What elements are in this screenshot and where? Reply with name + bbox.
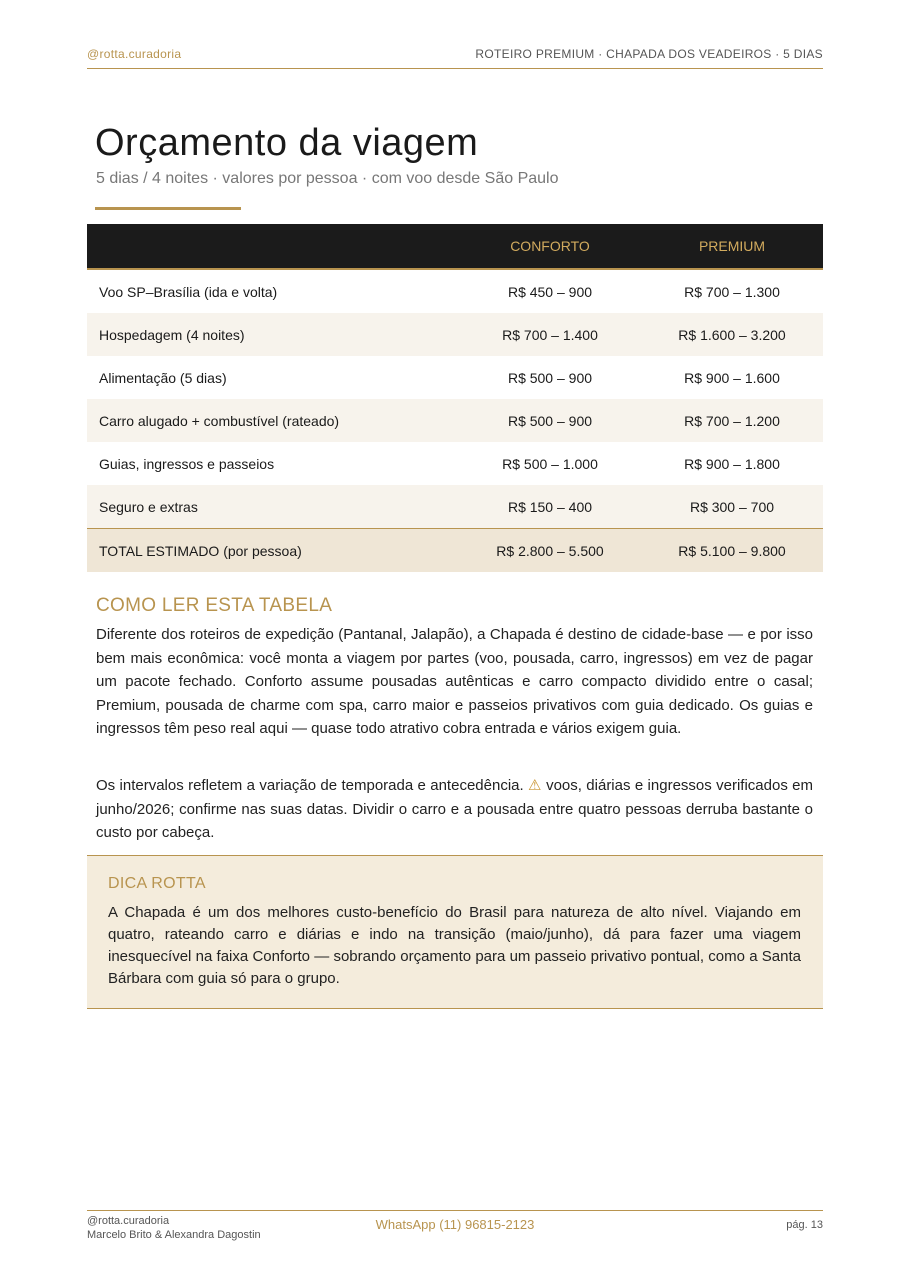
page-title: Orçamento da viagem <box>95 122 479 164</box>
row-premium: R$ 900 – 1.800 <box>684 455 780 472</box>
footer-brand: @rotta.curadoria <box>87 1215 170 1227</box>
table-header-row <box>87 224 823 269</box>
row-item: Carro alugado + combustível (rateado) <box>87 399 459 442</box>
row-premium: R$ 1.600 – 3.200 <box>641 313 823 356</box>
row-item: Voo SP–Brasília (ida e volta) <box>99 283 278 300</box>
row-item: Guias, ingressos e passeios <box>99 455 275 472</box>
table-row <box>87 485 823 529</box>
row-premium: R$ 300 – 700 <box>641 485 823 529</box>
how-to-read-paragraph-2 <box>96 774 813 845</box>
warning-icon: ⚠ <box>528 777 542 794</box>
page-footer <box>87 1210 823 1251</box>
column-header-conforto: CONFORTO <box>459 224 641 269</box>
footer-authors: Marcelo Brito & Alexandra Dagostin <box>87 1229 261 1241</box>
page-subtitle: 5 dias / 4 noites · valores por pessoa · com voo desde São Paulo <box>96 170 559 187</box>
row-conforto: R$ 500 – 900 <box>507 369 593 386</box>
total-premium: R$ 5.100 – 9.800 <box>641 529 823 573</box>
how-to-read-title: COMO LER ESTA TABELA <box>96 595 333 616</box>
row-item: Hospedagem (4 noites) <box>87 313 459 356</box>
column-header-premium: PREMIUM <box>641 224 823 269</box>
row-item: Seguro e extras <box>87 485 459 529</box>
total-conforto: R$ 2.800 – 5.500 <box>459 529 641 573</box>
title-underline <box>95 207 241 210</box>
page-header <box>87 44 823 69</box>
table-row <box>87 313 823 356</box>
table-row <box>87 269 823 313</box>
header-brand: @rotta.curadoria <box>87 47 182 61</box>
table-row <box>87 442 823 485</box>
page-number: pág. 13 <box>786 1219 823 1231</box>
row-conforto: R$ 500 – 900 <box>459 399 641 442</box>
paragraph-2-start: Os intervalos refletem a variação de temporada e antecedência. <box>96 777 524 794</box>
tip-title: DICA ROTTA <box>108 875 206 892</box>
table-row <box>87 356 823 399</box>
table-row <box>87 399 823 442</box>
row-item: Alimentação (5 dias) <box>99 369 227 386</box>
paragraph-2-end: voos, diárias e ingressos verificados em junho/2026; confirme nas suas datas. Dividir o carro e a pousada entre quatro pessoas derruba bastante o custo por cabeça. <box>96 777 814 841</box>
row-conforto: R$ 450 – 900 <box>507 283 593 300</box>
row-premium: R$ 700 – 1.200 <box>641 399 823 442</box>
total-row <box>87 529 823 573</box>
how-to-read-paragraph-1: Diferente dos roteiros de expedição (Pantanal, Jalapão), a Chapada é destino de cidade-base — e por isso bem mais econômica: você monta a viagem por partes (voo, pousada, carro, ingressos) em vez de pagar um pacote fechado. Conforto assume pousadas autênticas e carro compacto dividido entre o casal; Premium, pousada de charme com spa, carro maior e passeios privativos com guia dedicado. Os guias e ingressos têm peso real aqui — quase todo atrativo cobra entrada e vários exigem guia. <box>96 626 813 737</box>
row-conforto: R$ 500 – 1.000 <box>502 455 598 472</box>
header-document-title: ROTEIRO PREMIUM · CHAPADA DOS VEADEIROS · 5 DIAS <box>475 47 823 61</box>
row-premium: R$ 700 – 1.300 <box>684 283 780 300</box>
tip-box <box>87 855 823 1009</box>
column-header-item <box>87 224 459 269</box>
footer-whatsapp: WhatsApp (11) 96815-2123 <box>375 1217 535 1232</box>
row-premium: R$ 900 – 1.600 <box>684 369 780 386</box>
budget-table <box>87 224 823 572</box>
row-conforto: R$ 700 – 1.400 <box>459 313 641 356</box>
tip-text: A Chapada é um dos melhores custo-benefício do Brasil para natureza de alto nível. Viajando em quatro, rateando carro e diárias e indo na transição (maio/junho), dá para fazer uma viagem inesquecível na faixa Conforto — sobrando orçamento para um passeio privativo pontual, como a Santa Bárbara com guia só para o grupo. <box>108 904 801 987</box>
row-conforto: R$ 150 – 400 <box>459 485 641 529</box>
total-label: TOTAL ESTIMADO (por pessoa) <box>87 529 459 573</box>
